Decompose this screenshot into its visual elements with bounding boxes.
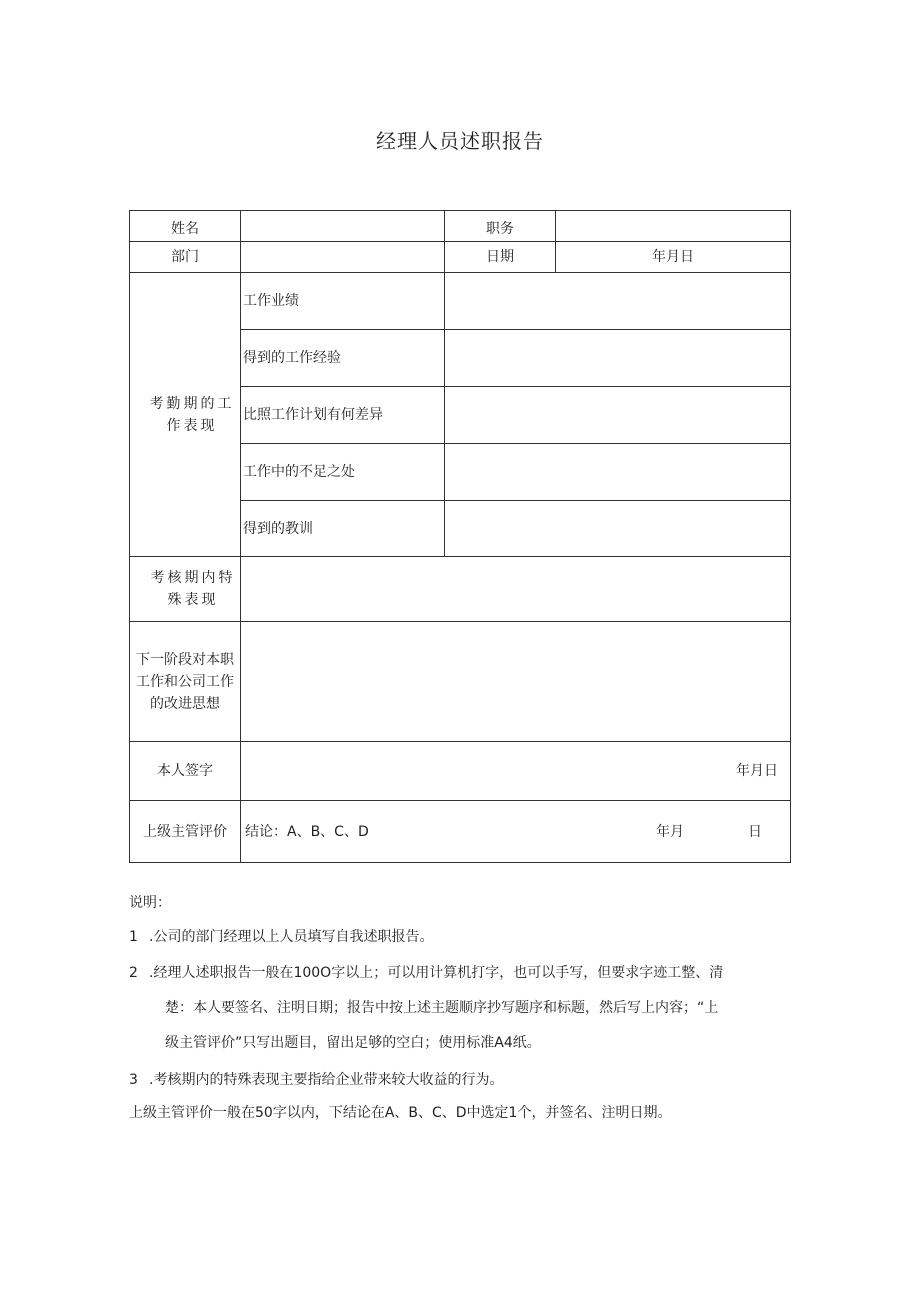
performance-section-label: 考勤期的工作表现	[130, 273, 241, 557]
performance-item-field[interactable]	[445, 501, 791, 557]
special-performance-field[interactable]	[241, 557, 791, 622]
performance-item-label: 得到的工作经验	[241, 330, 445, 387]
note-item-3	[129, 1069, 503, 1089]
supervisor-label: 上级主管评价	[130, 801, 241, 863]
name-label: 姓名	[130, 211, 241, 242]
note-number: 2	[129, 965, 138, 981]
dept-label: 部门	[130, 242, 241, 273]
signature-date[interactable]: 年月日	[241, 742, 791, 801]
position-field[interactable]	[556, 211, 791, 242]
note-item-2-line-3: 级主管评价”只写出题目，留出足够的空白；使用标准A4纸。	[165, 1035, 541, 1051]
notes-heading: 说明：	[129, 895, 171, 911]
supervisor-date-d: 日	[748, 824, 762, 840]
page-title: 经理人员述职报告	[376, 129, 544, 153]
performance-item-field[interactable]	[445, 330, 791, 387]
note-item-1	[129, 926, 433, 946]
dept-field[interactable]	[241, 242, 445, 273]
performance-item-field[interactable]	[445, 444, 791, 501]
note-last-line: 上级主管评价一般在50字以内，下结论在A、B、C、D中选定1个，并签名、注明日期。	[129, 1105, 672, 1121]
name-field[interactable]	[241, 211, 445, 242]
date-label: 日期	[445, 242, 556, 273]
date-field[interactable]: 年月日	[556, 242, 791, 273]
note-number: 3	[129, 1072, 138, 1088]
position-label: 职务	[445, 211, 556, 242]
performance-item-field[interactable]	[445, 273, 791, 330]
note-text: .公司的部门经理以上人员填写自我述职报告。	[149, 929, 434, 945]
note-text: .经理人述职报告一般在100O字以上；可以用计算机打字，也可以手写，但要求字迹工整、清	[149, 965, 724, 981]
performance-item-label: 比照工作计划有何差异	[241, 387, 445, 444]
performance-item-label: 得到的教训	[241, 501, 445, 557]
note-item-2	[129, 962, 723, 982]
note-item-2-line-2: 楚：本人要签名、注明日期；报告中按上述主题顺序抄写题序和标题，然后写上内容；“上	[165, 1000, 719, 1016]
conclusion-text: 结论：A、B、C、D	[245, 824, 369, 840]
note-text: .考核期内的特殊表现主要指给企业带来较大收益的行为。	[149, 1072, 504, 1088]
supervisor-date-ym: 年月	[656, 824, 684, 840]
improvement-label: 下一阶段对本职工作和公司工作的改进思想	[130, 622, 241, 742]
performance-item-label: 工作中的不足之处	[241, 444, 445, 501]
improvement-field[interactable]	[241, 622, 791, 742]
note-number: 1	[129, 929, 138, 945]
supervisor-field[interactable]	[241, 801, 791, 863]
performance-item-field[interactable]	[445, 387, 791, 444]
signature-label: 本人签字	[130, 742, 241, 801]
performance-item-label: 工作业绩	[241, 273, 445, 330]
report-form	[129, 210, 791, 863]
special-performance-label: 考核期内特殊表现	[130, 557, 241, 622]
